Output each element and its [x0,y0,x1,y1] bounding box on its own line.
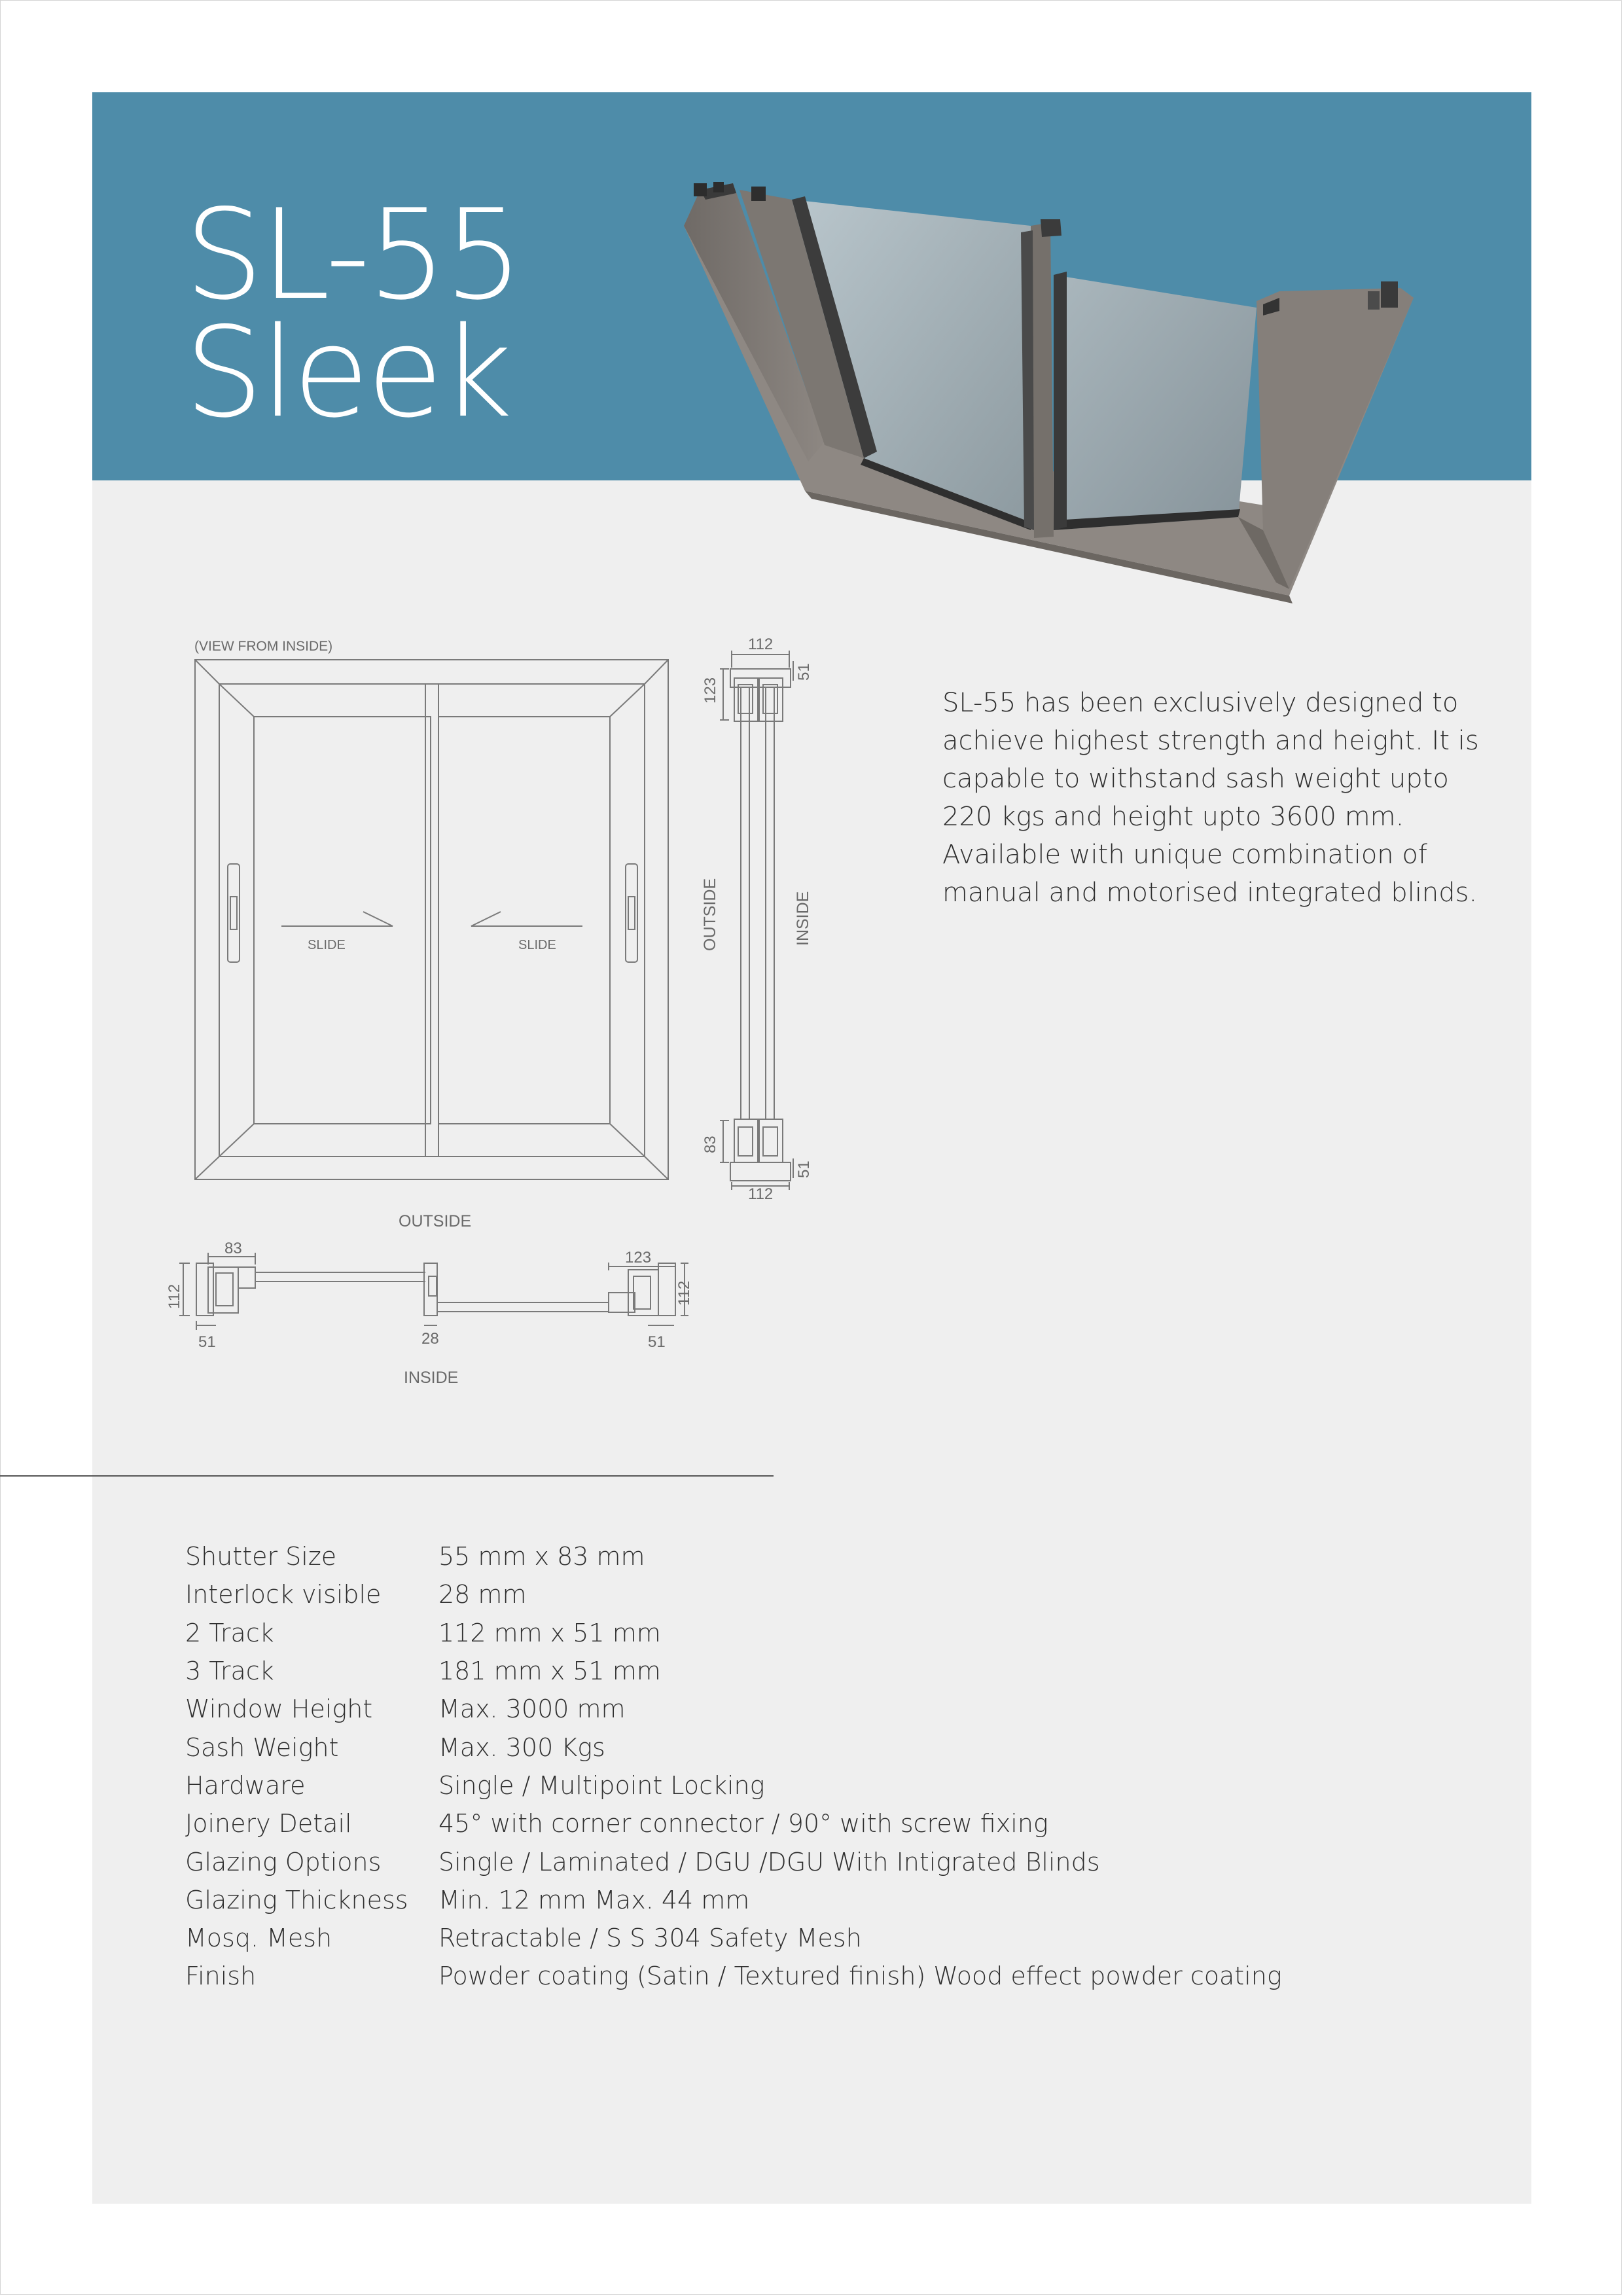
spec-label: 3 Track [185,1657,274,1686]
spec-row [185,1842,1282,1880]
side-outside-label: OUTSIDE [701,878,719,951]
dim-bottom-width: 112 [748,1185,774,1203]
product-description: SL-55 has been exclusively designed to achieve highest strength and height. It is capable to withstand sash weight upto 220 kgs and height upto 3600 mm. Available with unique combination of manual and motorised integrated blinds. [942,688,1479,908]
spec-value: 28 mm [438,1580,527,1609]
slide-label-right: SLIDE [518,938,556,952]
spec-row [185,1652,1282,1690]
spec-label: Mosq. Mesh [185,1924,332,1953]
spec-value: 181 mm x 51 mm [438,1657,661,1686]
slide-label-left: SLIDE [308,938,346,952]
dim-plan-left-top: 83 [224,1240,242,1257]
spec-value: Max. 3000 mm [438,1695,626,1724]
technical-drawing [0,0,864,1414]
view-label: (VIEW FROM INSIDE) [194,639,333,654]
dim-bottom-right: 51 [795,1160,813,1178]
spec-label: 2 Track [185,1618,274,1647]
spec-row [185,1614,1282,1652]
spec-value: Max. 300 Kgs [438,1732,605,1762]
right-handle [626,864,637,962]
elevation-outer-frame [195,660,668,1179]
spec-row [185,1804,1282,1842]
spec-row [185,1575,1282,1613]
spec-label: Glazing Thickness [185,1885,408,1914]
spec-value: Single / Multipoint Locking [438,1770,765,1800]
section-divider [0,1475,774,1477]
spec-value: Powder coating (Satin / Textured finish) Wood effect powder coating [438,1962,1282,1991]
dim-plan-left-bottom: 51 [198,1333,216,1351]
spec-row [185,1728,1282,1766]
spec-value: Min. 12 mm Max. 44 mm [438,1885,750,1914]
spec-value: Single / Laminated / DGU /DGU With Intigrated Blinds [438,1847,1100,1876]
spec-table [185,1537,1282,1996]
inside-label: INSIDE [404,1369,459,1387]
side-inside-label: INSIDE [794,891,812,946]
title-line-2: Sleek [185,300,510,445]
spec-label: Window Height [185,1695,373,1724]
dim-top-width: 112 [748,636,774,653]
spec-row [185,1690,1282,1728]
right-sash [438,717,610,1124]
left-sash [254,717,431,1124]
spec-label: Hardware [185,1770,306,1800]
outside-label: OUTSIDE [399,1212,472,1230]
dim-plan-interlock: 28 [421,1330,439,1348]
spec-row [185,1767,1282,1804]
dim-plan-right-bottom: 51 [648,1333,666,1351]
dim-top-right: 51 [795,663,813,681]
spec-value: 55 mm x 83 mm [438,1542,645,1571]
dim-plan-left-side: 112 [166,1283,183,1309]
spec-label: Joinery Detail [185,1809,352,1839]
dim-bottom-left: 83 [702,1136,719,1153]
spec-row [185,1881,1282,1919]
interlock-bar [425,684,438,1157]
spec-label: Finish [185,1962,257,1991]
spec-label: Interlock visible [185,1580,382,1609]
spec-label: Shutter Size [185,1542,337,1571]
left-handle [228,864,240,962]
spec-value: 112 mm x 51 mm [438,1618,661,1647]
spec-label: Sash Weight [185,1732,339,1762]
dim-top-left: 123 [702,677,719,704]
spec-row [185,1957,1282,1995]
spec-label: Glazing Options [185,1847,382,1876]
spec-row [185,1537,1282,1575]
spec-row [185,1919,1282,1957]
spec-value: Retractable / S S 304 Safety Mesh [438,1924,862,1953]
spec-value: 45° with corner connector / 90° with screw fixing [438,1809,1048,1839]
dim-plan-right-top: 123 [625,1249,652,1266]
title-line-1: SL-55 [185,183,521,327]
dim-plan-right-side: 112 [675,1280,693,1306]
